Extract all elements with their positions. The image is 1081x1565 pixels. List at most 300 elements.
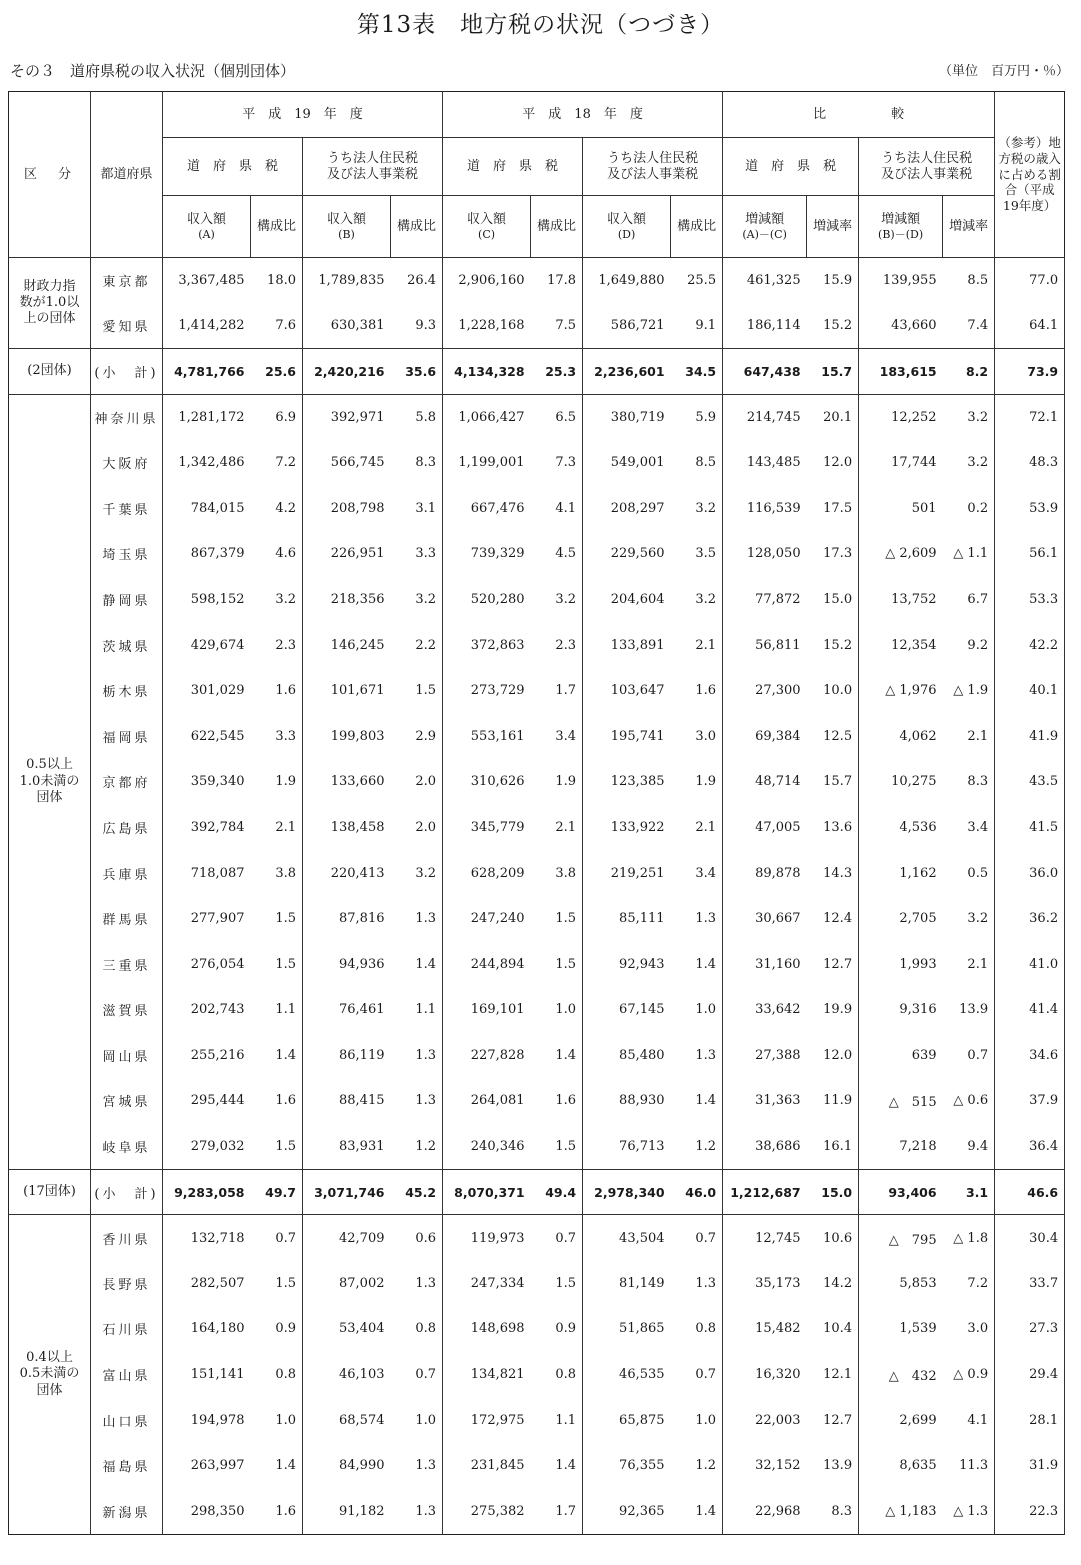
- subtotal-cell: 1,212,687: [723, 1169, 807, 1215]
- table-cell: 12.0: [807, 440, 859, 486]
- table-cell: 429,674: [190, 637, 245, 653]
- subtotal-cell: 93,406: [859, 1169, 943, 1215]
- table-cell: 1.3: [391, 1443, 443, 1489]
- table-cell: 7.3: [531, 440, 583, 486]
- prefecture-name: 岡山県: [91, 1033, 163, 1079]
- table-cell: 586,721: [610, 318, 665, 334]
- table-cell: △ 0.6: [943, 1078, 995, 1124]
- table-cell: △ 2,609: [885, 546, 937, 562]
- table-row: [9, 1352, 1065, 1398]
- table-cell: 208,798: [330, 500, 385, 516]
- table-cell: 12,252: [859, 394, 943, 440]
- table-cell: 9.1: [671, 303, 723, 349]
- table-cell: 553,161: [470, 728, 525, 744]
- table-cell: 10.4: [807, 1306, 859, 1352]
- table-cell: 3.2: [943, 896, 995, 942]
- table-cell: 277,907: [190, 911, 245, 927]
- table-cell: 12.4: [807, 896, 859, 942]
- table-cell: 92,365: [619, 1503, 665, 1519]
- table-cell: 36.0: [995, 850, 1065, 896]
- table-cell: 48.3: [995, 440, 1065, 486]
- table-cell: 47,005: [755, 819, 801, 835]
- table-cell: 1.4: [671, 1078, 723, 1124]
- table-cell: 2.3: [531, 622, 583, 668]
- table-cell: 146,245: [330, 637, 385, 653]
- table-cell: 34.6: [995, 1033, 1065, 1079]
- table-cell: 17.8: [531, 258, 583, 304]
- prefecture-name: 群馬県: [91, 896, 163, 942]
- subtotal-cell: 2,236,601: [583, 349, 671, 395]
- table-cell: 2.2: [391, 622, 443, 668]
- table-cell: 0.9: [531, 1306, 583, 1352]
- table-cell: 3.2: [671, 577, 723, 623]
- col-c: [443, 196, 531, 258]
- table-cell: 501: [911, 500, 937, 516]
- prefecture-name: 長野県: [91, 1261, 163, 1307]
- table-cell: 133,922: [610, 819, 665, 835]
- table-cell: 6.7: [943, 577, 995, 623]
- table-cell: 1,414,282: [178, 318, 245, 334]
- table-cell: △ 1.9: [943, 668, 995, 714]
- table-cell: 1.6: [251, 668, 303, 714]
- subtotal-cell: 2,420,216: [303, 349, 391, 395]
- table-cell: 3.2: [671, 485, 723, 531]
- table-row: [9, 668, 1065, 714]
- table-cell: 15.7: [807, 759, 859, 805]
- table-cell: 1.0: [391, 1397, 443, 1443]
- table-cell: △ 515: [888, 1095, 937, 1111]
- table-cell: 566,745: [330, 455, 385, 471]
- table-cell: 4,536: [899, 819, 937, 835]
- table-cell: 1,342,486: [178, 455, 245, 471]
- table-row: [9, 1033, 1065, 1079]
- prefecture-name: 石川県: [91, 1306, 163, 1352]
- table-cell: 2.1: [671, 622, 723, 668]
- table-cell: 186,114: [746, 318, 801, 334]
- table-cell: 3.2: [943, 440, 995, 486]
- table-cell: △ 1.1: [943, 531, 995, 577]
- table-cell: 3.8: [531, 850, 583, 896]
- table-row: [9, 805, 1065, 851]
- subtotal-label: (小 計): [91, 1169, 163, 1215]
- table-row: [9, 896, 1065, 942]
- table-cell: 1.6: [531, 1078, 583, 1124]
- prefecture-name: 京都府: [91, 759, 163, 805]
- header-h19: 平 成 19 年 度: [163, 92, 443, 138]
- table-row: [9, 1078, 1065, 1124]
- prefecture-name: 広島県: [91, 805, 163, 851]
- prefecture-name: 栃木県: [91, 668, 163, 714]
- prefecture-name: 神奈川県: [91, 394, 163, 440]
- table-cell: 27.3: [995, 1306, 1065, 1352]
- table-cell: 10.0: [807, 668, 859, 714]
- header-sanko: [995, 92, 1065, 258]
- table-cell: 229,560: [610, 546, 665, 562]
- table-cell: 784,015: [190, 500, 245, 516]
- table-cell: 1.3: [391, 1489, 443, 1535]
- table-cell: 0.7: [671, 1352, 723, 1398]
- table-cell: 2.1: [943, 941, 995, 987]
- table-cell: 301,029: [190, 683, 245, 699]
- table-cell: 202,743: [190, 1002, 245, 1018]
- table-cell: 639: [911, 1047, 937, 1063]
- table-cell: 22,968: [755, 1503, 801, 1519]
- table-cell: 247,240: [470, 911, 525, 927]
- table-cell: 53.9: [995, 485, 1065, 531]
- prefecture-name: 香川県: [91, 1215, 163, 1261]
- col-c-kosei: 構成比: [531, 196, 583, 258]
- prefecture-name: 富山県: [91, 1352, 163, 1398]
- table-cell: 18.0: [251, 258, 303, 304]
- col-ac-rate: 増減率: [807, 196, 859, 258]
- table-cell: 461,325: [746, 273, 801, 289]
- col-d-sub: (D): [617, 227, 636, 241]
- table-cell: 0.7: [531, 1215, 583, 1261]
- col-b: [303, 196, 391, 258]
- table-cell: 1.5: [531, 1261, 583, 1307]
- col-a-kosei: 構成比: [251, 196, 303, 258]
- table-cell: 16.1: [807, 1124, 859, 1170]
- col-ac-label: 増減額: [745, 212, 785, 228]
- table-cell: 1.4: [391, 941, 443, 987]
- table-cell: 12.5: [807, 713, 859, 759]
- subtotal-cell: 3.1: [943, 1169, 995, 1215]
- table-cell: 42.2: [995, 622, 1065, 668]
- subtotal-cell: 46.0: [671, 1169, 723, 1215]
- table-cell: 3.5: [671, 531, 723, 577]
- table-cell: 9.3: [391, 303, 443, 349]
- table-cell: 33,642: [755, 1002, 801, 1018]
- table-cell: 3.2: [391, 577, 443, 623]
- table-cell: 2.1: [943, 713, 995, 759]
- col-ac-sub: (A)－(C): [742, 227, 787, 241]
- table-cell: 359,340: [190, 774, 245, 790]
- table-cell: 1.7: [531, 668, 583, 714]
- table-cell: 1,199,001: [458, 455, 525, 471]
- table-cell: 15.2: [807, 303, 859, 349]
- table-row: [9, 1443, 1065, 1489]
- table-cell: 5.9: [671, 394, 723, 440]
- table-cell: 1,789,835: [318, 273, 385, 289]
- table-cell: 119,973: [443, 1215, 531, 1261]
- table-row: [9, 1397, 1065, 1443]
- table-cell: 12.1: [807, 1352, 859, 1398]
- table-cell: 264,081: [470, 1093, 525, 1109]
- table-cell: 17.3: [807, 531, 859, 577]
- table-cell: 275,382: [470, 1503, 525, 1519]
- table-cell: 0.7: [391, 1352, 443, 1398]
- table-row: [9, 303, 1065, 349]
- table-cell: 218,356: [330, 591, 385, 607]
- table-cell: 3.2: [531, 577, 583, 623]
- table-cell: 30.4: [995, 1215, 1065, 1261]
- table-cell: 76,461: [339, 1002, 385, 1018]
- table-cell: 25.5: [671, 258, 723, 304]
- table-cell: 1.5: [391, 668, 443, 714]
- table-cell: 1.1: [531, 1397, 583, 1443]
- table-cell: 3.2: [943, 394, 995, 440]
- table-cell: 0.5: [943, 850, 995, 896]
- table-cell: 2.1: [671, 805, 723, 851]
- table-cell: 0.8: [671, 1306, 723, 1352]
- table-cell: 4.2: [251, 485, 303, 531]
- table-cell: 739,329: [470, 546, 525, 562]
- table-cell: △ 1.3: [943, 1489, 995, 1535]
- table-cell: 1,281,172: [163, 394, 251, 440]
- table-cell: 132,718: [163, 1215, 251, 1261]
- table-cell: 372,863: [470, 637, 525, 653]
- table-row: [9, 485, 1065, 531]
- table-cell: 7.6: [251, 303, 303, 349]
- table-cell: 11.3: [943, 1443, 995, 1489]
- subtotal-cell: 3,071,746: [303, 1169, 391, 1215]
- table-cell: 1,162: [899, 865, 937, 881]
- table-cell: △ 1.8: [943, 1215, 995, 1261]
- table-cell: 103,647: [610, 683, 665, 699]
- table-row: [9, 1306, 1065, 1352]
- table-cell: 22,003: [755, 1412, 801, 1428]
- table-cell: 1,228,168: [458, 318, 525, 334]
- col-a-sub: (A): [198, 227, 215, 241]
- prefecture-name: 千葉県: [91, 485, 163, 531]
- table-cell: 1.5: [531, 1124, 583, 1170]
- col-bd-label: 増減額: [881, 212, 921, 228]
- prefecture-name: 静岡県: [91, 577, 163, 623]
- prefecture-name: 愛知県: [91, 303, 163, 349]
- table-row: [9, 941, 1065, 987]
- table-cell: 520,280: [470, 591, 525, 607]
- table-cell: 628,209: [470, 865, 525, 881]
- table-cell: 1.5: [251, 1124, 303, 1170]
- table-cell: 273,729: [470, 683, 525, 699]
- table-cell: 12,354: [891, 637, 937, 653]
- table-cell: 43,660: [891, 318, 937, 334]
- table-cell: 1.9: [251, 759, 303, 805]
- unit-note: （単位 百万円・％）: [938, 64, 1069, 79]
- table-cell: 7,218: [899, 1138, 937, 1154]
- table-cell: 76,713: [619, 1138, 665, 1154]
- table-cell: 139,955: [882, 273, 937, 289]
- table-cell: 3.0: [671, 713, 723, 759]
- table-cell: 41.5: [995, 805, 1065, 851]
- table-row: [9, 258, 1065, 304]
- table-cell: 65,875: [619, 1412, 665, 1428]
- table-cell: 3.8: [251, 850, 303, 896]
- table-cell: 227,828: [470, 1047, 525, 1063]
- table-cell: 81,149: [619, 1275, 665, 1291]
- table-cell: 31.9: [995, 1443, 1065, 1489]
- table-cell: 1.1: [251, 987, 303, 1033]
- subtotal-cell: 35.6: [391, 349, 443, 395]
- table-cell: 1.5: [251, 1261, 303, 1307]
- table-cell: 13.9: [943, 987, 995, 1033]
- col-b-label: 収入額: [326, 212, 366, 228]
- table-cell: 11.9: [807, 1078, 859, 1124]
- table-cell: 76,355: [619, 1458, 665, 1474]
- col-d-kosei: 構成比: [671, 196, 723, 258]
- table-cell: 1.3: [391, 896, 443, 942]
- table-cell: 214,745: [723, 394, 807, 440]
- prefecture-name: 福島県: [91, 1443, 163, 1489]
- table-cell: 87,816: [339, 911, 385, 927]
- table-cell: 1.9: [671, 759, 723, 805]
- table-cell: 3.2: [391, 850, 443, 896]
- h19-dofukenzei: 道 府 県 税: [163, 138, 303, 196]
- prefecture-name: 兵庫県: [91, 850, 163, 896]
- table-cell: 172,975: [470, 1412, 525, 1428]
- table-cell: 231,845: [470, 1458, 525, 1474]
- table-cell: 77.0: [995, 258, 1065, 304]
- table-cell: 8.5: [671, 440, 723, 486]
- table-cell: 1.6: [251, 1489, 303, 1535]
- table-cell: 29.4: [995, 1352, 1065, 1398]
- table-cell: 549,001: [610, 455, 665, 471]
- table-cell: 53.3: [995, 577, 1065, 623]
- table-cell: 1.0: [671, 987, 723, 1033]
- table-cell: 4.1: [531, 485, 583, 531]
- table-cell: 3.1: [391, 485, 443, 531]
- table-cell: 123,385: [610, 774, 665, 790]
- table-cell: 255,216: [190, 1047, 245, 1063]
- table-row: [9, 987, 1065, 1033]
- section-subtitle: その３ 道府県税の収入状況（個別団体）: [10, 62, 296, 80]
- table-cell: 43,504: [583, 1215, 671, 1261]
- table-cell: 0.7: [671, 1215, 723, 1261]
- table-cell: 8.3: [943, 759, 995, 805]
- table-cell: 148,698: [470, 1321, 525, 1337]
- table-cell: 2.0: [391, 759, 443, 805]
- table-cell: 263,997: [190, 1458, 245, 1474]
- subtotal-group-count: (2団体): [9, 349, 91, 395]
- table-cell: 1.4: [671, 941, 723, 987]
- table-row: [9, 577, 1065, 623]
- table-cell: 31,160: [755, 956, 801, 972]
- subtotal-cell: 73.9: [995, 349, 1065, 395]
- subtotal-cell: 25.6: [251, 349, 303, 395]
- table-cell: 169,101: [470, 1002, 525, 1018]
- table-cell: 2.0: [391, 805, 443, 851]
- table-cell: 1.0: [531, 987, 583, 1033]
- table-cell: 27,300: [755, 683, 801, 699]
- table-cell: 27,388: [755, 1047, 801, 1063]
- table-cell: 12,745: [723, 1215, 807, 1261]
- table-cell: 1.9: [531, 759, 583, 805]
- table-cell: 33.7: [995, 1261, 1065, 1307]
- table-cell: 1.4: [251, 1443, 303, 1489]
- table-cell: 38,686: [755, 1138, 801, 1154]
- table-cell: 1.2: [671, 1443, 723, 1489]
- table-cell: 1.5: [251, 896, 303, 942]
- table-cell: 94,936: [339, 956, 385, 972]
- table-cell: △ 1,183: [885, 1503, 937, 1519]
- table-cell: △ 795: [859, 1215, 943, 1261]
- table-cell: 5,853: [899, 1275, 937, 1291]
- col-bd-rate: 増減率: [943, 196, 995, 258]
- table-cell: 17.5: [807, 485, 859, 531]
- table-cell: 3.2: [251, 577, 303, 623]
- table-cell: 36.2: [995, 896, 1065, 942]
- table-cell: 3.3: [251, 713, 303, 759]
- col-ac: [723, 196, 807, 258]
- table-cell: 43.5: [995, 759, 1065, 805]
- table-cell: 3.3: [391, 531, 443, 577]
- h19-hojin: うち法人住民税及び法人事業税: [303, 138, 443, 196]
- table-cell: 392,971: [303, 394, 391, 440]
- header-kubun: 区 分: [9, 92, 91, 258]
- table-cell: 41.9: [995, 713, 1065, 759]
- table-cell: 3.4: [671, 850, 723, 896]
- col-d-label: 収入額: [607, 212, 647, 228]
- table-cell: 1,649,880: [598, 273, 665, 289]
- table-cell: 3.0: [943, 1306, 995, 1352]
- table-cell: 392,784: [190, 819, 245, 835]
- table-cell: 53,404: [339, 1321, 385, 1337]
- header-h18: 平 成 18 年 度: [443, 92, 723, 138]
- table-cell: 68,574: [339, 1412, 385, 1428]
- table-cell: 16,320: [755, 1367, 801, 1383]
- col-bd: [859, 196, 943, 258]
- col-a-label: 収入額: [186, 212, 226, 228]
- table-cell: 91,182: [339, 1503, 385, 1519]
- table-cell: 151,141: [190, 1367, 245, 1383]
- table-cell: 22.3: [995, 1489, 1065, 1535]
- subtotal-cell: 183,615: [859, 349, 943, 395]
- table-cell: 64.1: [995, 303, 1065, 349]
- table-cell: 1.5: [531, 941, 583, 987]
- table-cell: 8.3: [391, 440, 443, 486]
- table-cell: 7.4: [943, 303, 995, 349]
- h18-hojin: うち法人住民税及び法人事業税: [583, 138, 723, 196]
- table-cell: 1.3: [391, 1261, 443, 1307]
- subtotal-cell: 15.0: [807, 1169, 859, 1215]
- subtotal-cell: 647,438: [723, 349, 807, 395]
- table-cell: 133,660: [330, 774, 385, 790]
- prefecture-name: 福岡県: [91, 713, 163, 759]
- table-cell: 1.3: [671, 1033, 723, 1079]
- table-cell: 194,978: [190, 1412, 245, 1428]
- table-cell: 244,894: [470, 956, 525, 972]
- table-cell: 7.5: [531, 303, 583, 349]
- table-cell: 10,275: [891, 774, 937, 790]
- table-cell: 195,741: [610, 728, 665, 744]
- table-cell: 128,050: [746, 546, 801, 562]
- table-cell: 208,297: [610, 500, 665, 516]
- table-cell: 630,381: [330, 318, 385, 334]
- table-cell: 0.6: [391, 1215, 443, 1261]
- table-cell: 72.1: [995, 394, 1065, 440]
- table-cell: 26.4: [391, 258, 443, 304]
- subtotal-cell: 8,070,371: [443, 1169, 531, 1215]
- table-cell: 69,384: [755, 728, 801, 744]
- table-cell: 12.0: [807, 1033, 859, 1079]
- page-title: 第13表 地方税の状況（つづき）: [356, 12, 725, 38]
- table-cell: 6.9: [251, 394, 303, 440]
- table-cell: 35,173: [755, 1275, 801, 1291]
- table-cell: 3,367,485: [178, 273, 245, 289]
- table-cell: 88,415: [339, 1093, 385, 1109]
- table-cell: 622,545: [190, 728, 245, 744]
- col-bd-sub: (B)－(D): [878, 227, 924, 241]
- subtotal-cell: 34.5: [671, 349, 723, 395]
- subtotal-cell: 45.2: [391, 1169, 443, 1215]
- table-cell: 12.7: [807, 1397, 859, 1443]
- table-cell: 40.1: [995, 668, 1065, 714]
- subtotal-row: [9, 1169, 1065, 1215]
- subtotal-cell: 49.7: [251, 1169, 303, 1215]
- table-cell: 4.1: [943, 1397, 995, 1443]
- table-cell: 867,379: [190, 546, 245, 562]
- prefecture-name: 宮城県: [91, 1078, 163, 1124]
